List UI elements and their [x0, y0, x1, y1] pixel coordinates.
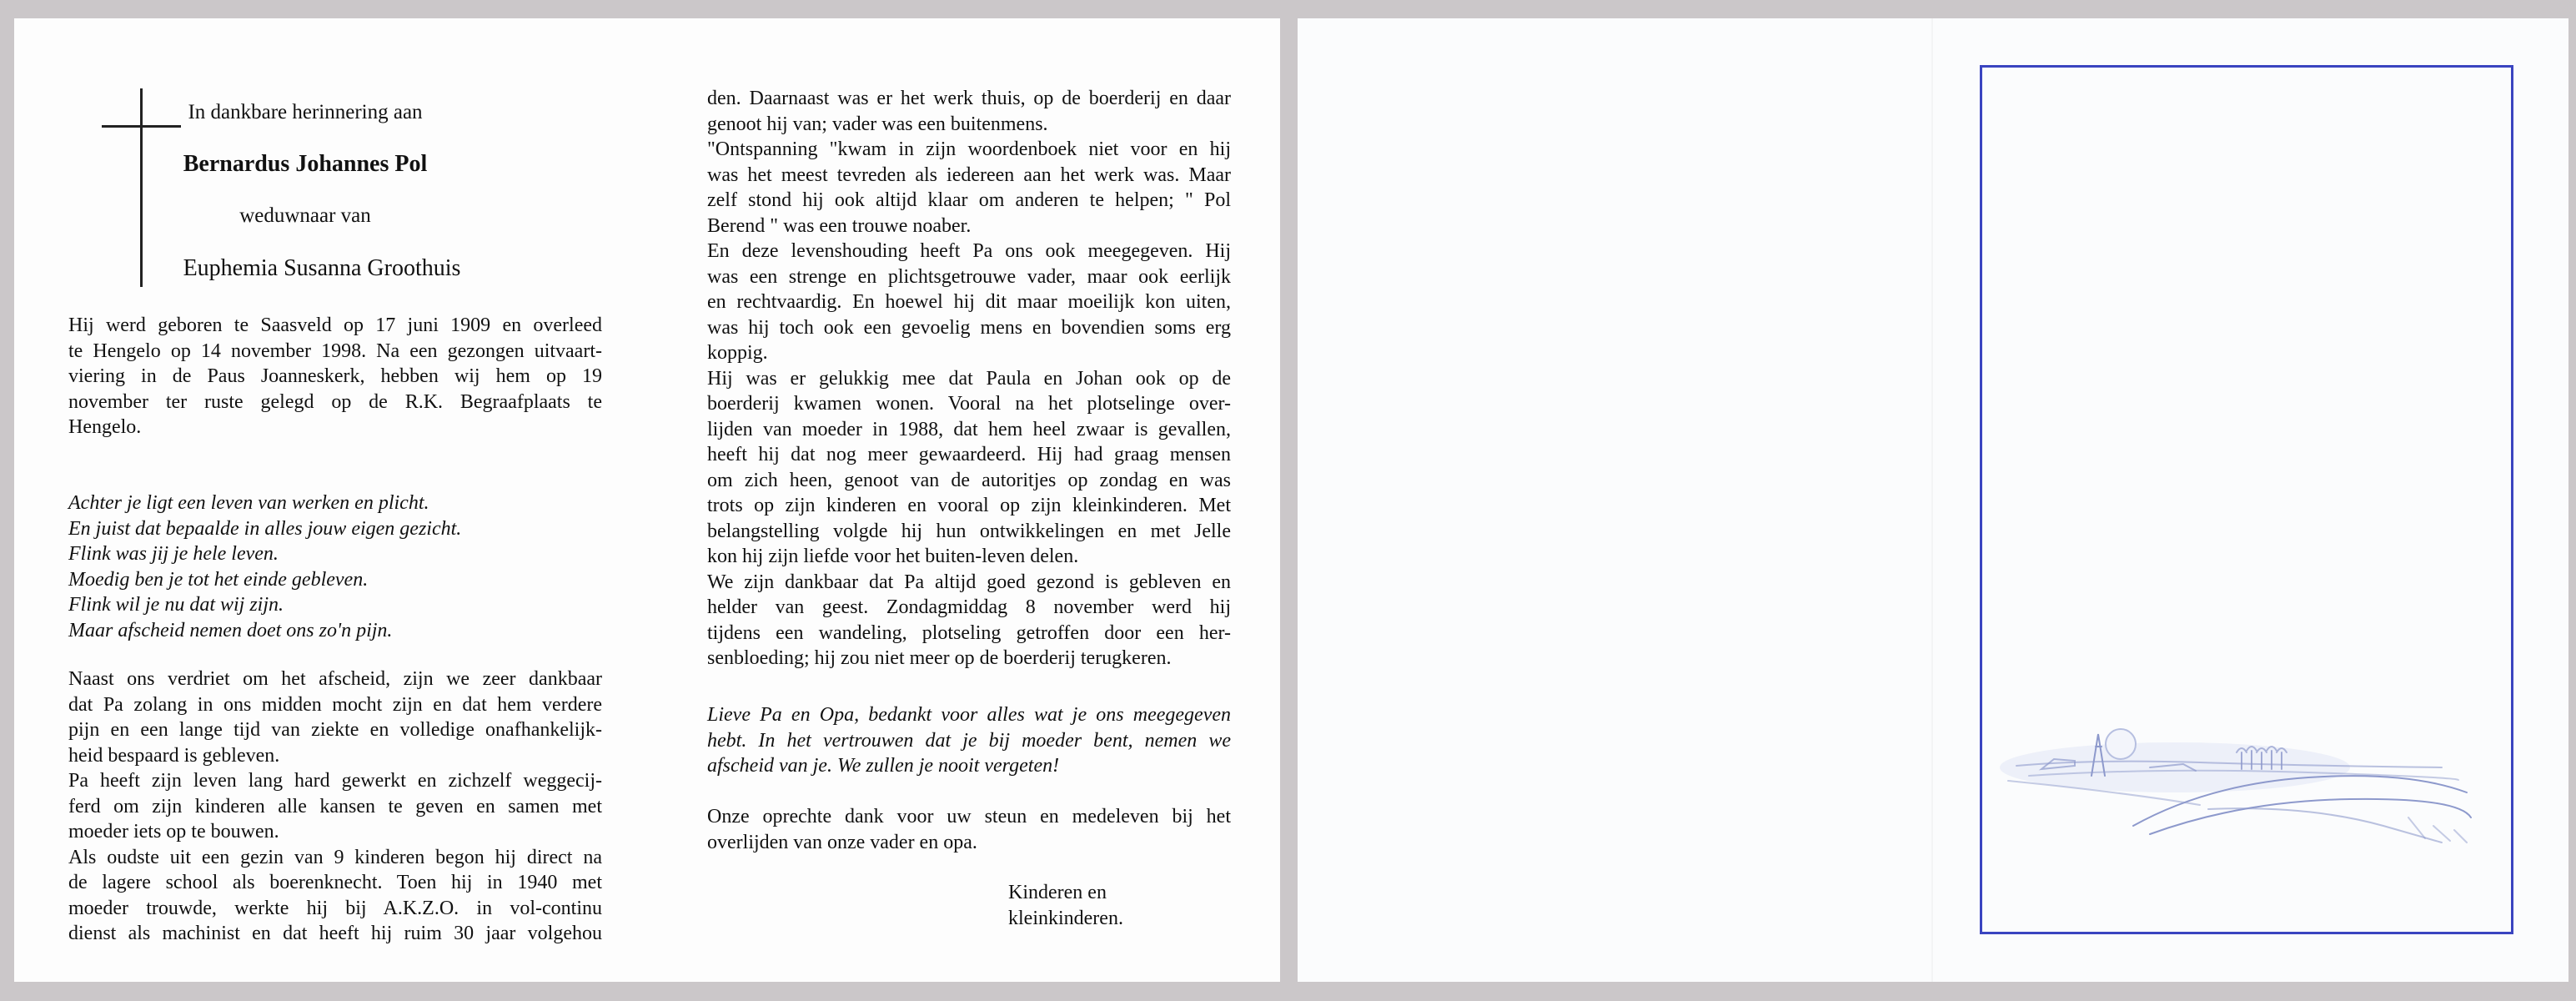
life-story	[707, 86, 1231, 672]
text-line: boerderij kwamen wonen. Vooral na het plotselinge over-	[707, 393, 1231, 415]
text-line: Berend " was een trouwe noaber.	[707, 214, 972, 237]
text-line: ferd om zijn kinderen alle kansen te geven en samen met	[68, 795, 602, 817]
text-line: afscheid van je. We zullen je nooit vergeten!	[707, 755, 1060, 777]
text-line: Hengelo.	[68, 416, 142, 438]
text-line: moeder iets op te bouwen.	[68, 821, 279, 843]
text-line: november ter ruste gelegd op de R.K. Begraafplaats te	[68, 390, 602, 413]
text-line: Als oudste uit een gezin van 9 kinderen begon hij direct na	[68, 846, 602, 868]
text-line: hebt. In het vertrouwen dat je bij moeder bent, nemen we	[707, 729, 1231, 752]
landscape-illustration	[1991, 701, 2475, 859]
text-line: overlijden van onze vader en opa.	[707, 831, 977, 853]
thanks-paragraph	[707, 804, 1231, 855]
signature-line: kleinkinderen.	[1008, 907, 1123, 929]
poem-line: Flink was jij je hele leven.	[68, 543, 279, 565]
text-line: Naast ons verdriet om het afscheid, zijn we zeer dankbaar	[68, 668, 602, 690]
text-line: senbloeding; hij zou niet meer op de boerderij terugkeren.	[707, 647, 1172, 669]
poem-line: Moedig ben je tot het einde gebleven.	[68, 568, 369, 591]
text-line: genoot hij van; vader was een buitenmens.	[707, 113, 1048, 135]
text-line: "Ontspanning "kwam in zijn woordenboek niet voor en hij	[707, 138, 1231, 160]
farewell-paragraph	[707, 702, 1231, 779]
text-line: heid bespaard is gebleven.	[68, 744, 280, 767]
text-line: te Hengelo op 14 november 1998. Na een gezongen uitvaart-	[68, 340, 602, 362]
spouse-name: Euphemia Susanna Groothuis	[183, 255, 461, 281]
text-line: om zich heen, genoot van de autoritjes op zondag en was	[707, 469, 1231, 491]
text-line: moeder trouwde, werkte hij bij A.K.Z.O. in vol-continu	[68, 897, 602, 919]
poem-line: Flink wil je nu dat wij zijn.	[68, 594, 284, 616]
deceased-name: Bernardus Johannes Pol	[183, 151, 428, 177]
text-line: was het meest tevreden als iedereen aan het werk was. Maar	[707, 163, 1231, 186]
birth-paragraph	[68, 313, 602, 440]
text-line: Onze oprechte dank voor uw steun en medeleven bij het	[707, 806, 1231, 827]
poem-line: Maar afscheid nemen doet ons zo'n pijn.	[68, 619, 393, 641]
text-line: heeft hij dat nog meer gewaardeerd. Hij had graag mensen	[707, 444, 1231, 465]
text-line: viering in de Paus Joanneskerk, hebben wij hem op 19	[68, 365, 602, 387]
fold-line	[1931, 18, 1933, 982]
text-line: Hij werd geboren te Saasveld op 17 juni 1909 en overleed	[68, 314, 602, 336]
text-line: tijdens een wandeling, plotseling getroffen door een her-	[707, 621, 1231, 644]
cross-icon	[140, 88, 143, 287]
cross-icon-bar	[102, 125, 181, 128]
relation-text: weduwnaar van	[239, 204, 371, 227]
text-line: de lagere school als boerenknecht. Toen hij in 1940 met	[68, 872, 602, 893]
text-line: Pa heeft zijn leven lang hard gewerkt en zichzelf weggecij-	[68, 770, 602, 792]
poem-line: En juist dat bepaalde in alles jouw eigen gezicht.	[68, 517, 462, 540]
text-line: lijden van moeder in 1988, dat hem heel zwaar is gevallen,	[707, 418, 1231, 440]
text-line: was hij toch ook een gevoelig mens en bovendien soms erg	[707, 316, 1231, 339]
text-line: Hij was er gelukkig mee dat Paula en Johan ook op de	[707, 367, 1231, 390]
text-line: En deze levenshouding heeft Pa ons ook meegegeven. Hij	[707, 240, 1231, 262]
text-line: den. Daarnaast was er het werk thuis, op de boerderij en daar	[707, 88, 1231, 109]
bio-paragraph	[68, 666, 602, 947]
signature-line: Kinderen en	[1008, 882, 1107, 903]
text-line: zelf stond hij ook altijd klaar om anderen te helpen; " Pol	[707, 189, 1231, 211]
text-line: dat Pa zolang in ons midden mocht zijn en dat hem verdere	[68, 693, 602, 716]
text-line: dienst als machinist en dat heeft hij ruim 30 jaar volgehou	[68, 923, 602, 944]
text-line: kon hij zijn liefde voor het buiten-leven delen.	[707, 546, 1079, 567]
signature	[1008, 880, 1123, 931]
poem	[68, 490, 602, 643]
poem-line: Achter je ligt een leven van werken en plicht.	[68, 492, 429, 514]
text-line: trots op zijn kinderen en vooral op zijn kleinkinderen. Met	[707, 495, 1231, 516]
text-line: koppig.	[707, 342, 768, 364]
text-line: Lieve Pa en Opa, bedankt voor alles wat je ons meegegeven	[707, 704, 1231, 726]
memorial-intro: In dankbare herinnering aan	[188, 101, 423, 123]
text-line: helder van geest. Zondagmiddag 8 november werd hij	[707, 596, 1231, 618]
text-line: was een strenge en plichtsgetrouwe vader, maar ook eerlijk	[707, 265, 1231, 288]
text-line: We zijn dankbaar dat Pa altijd goed gezond is gebleven en	[707, 571, 1231, 593]
text-line: en rechtvaardig. En hoewel hij dit maar moeilijk kon uiten,	[707, 291, 1231, 313]
text-line: pijn en een lange tijd van ziekte en volledige onafhankelijk-	[68, 719, 602, 741]
text-line: belangstelling volgde hij hun ontwikkelingen en met Jelle	[707, 520, 1231, 542]
